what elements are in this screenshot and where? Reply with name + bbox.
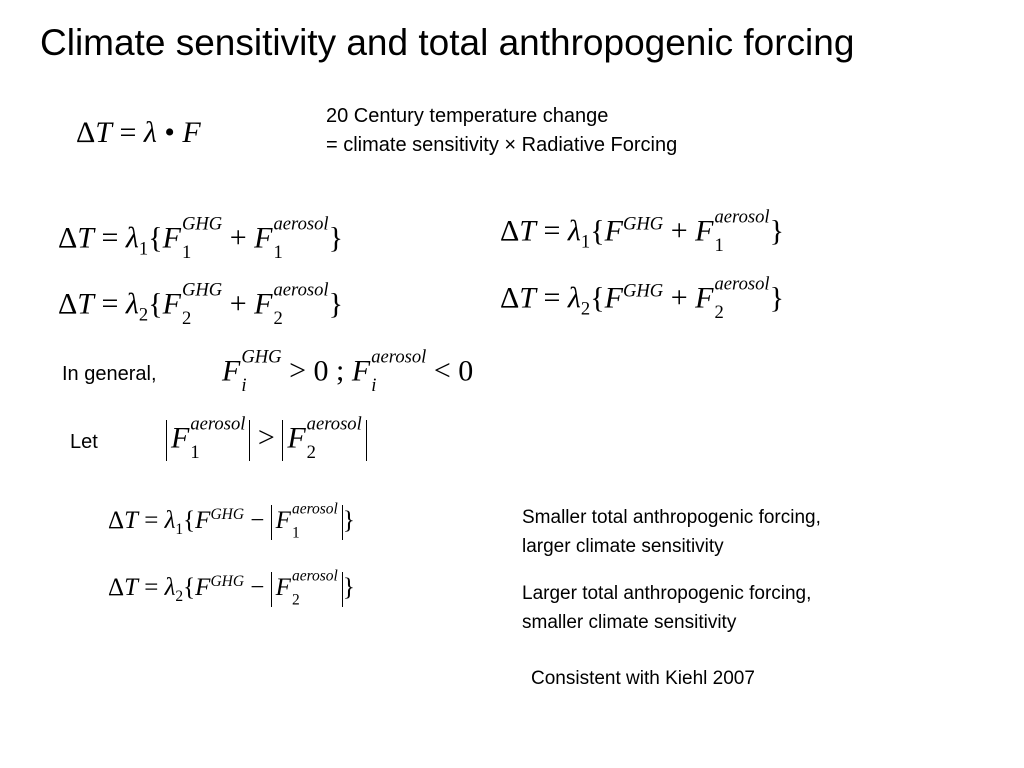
aerosol-label: aerosol — [714, 206, 770, 228]
note-smaller — [522, 503, 821, 562]
equation-right-1: $\Delta T = \lambda_1\{F^{GHG} + F$ aerosol 1 } — [500, 206, 784, 256]
aerosol-label: aerosol — [273, 213, 329, 235]
ghg-label: GHG — [181, 213, 223, 235]
note-larger-line-1: Larger total anthropogenic forcing, — [522, 583, 812, 604]
intro-line-2: = climate sensitivity × Radiative Forcing — [326, 134, 678, 156]
aerosol-label: aerosol — [291, 567, 338, 585]
aerosol-label: aerosol — [291, 500, 338, 518]
in-general-label: In general, — [62, 363, 157, 385]
intro-text — [326, 102, 677, 160]
aerosol-label: aerosol — [714, 273, 770, 295]
equation-left-1: $\Delta T = \lambda_1\{F$ GHG 1 + F aerosol 1 } — [58, 213, 343, 263]
equation-in-general: F GHG i > 0 ; F aerosol i < 0 — [222, 346, 474, 396]
equation-let: F aerosol 1 > F aerosol 2 — [166, 420, 367, 461]
aerosol-label: aerosol — [371, 346, 427, 368]
intro-line-1: 20 Century temperature change — [326, 105, 609, 127]
equation-left-2: $\Delta T = \lambda_2\{F$ GHG 2 + F aerosol 2 } — [58, 279, 343, 329]
note-consistent: Consistent with Kiehl 2007 — [531, 668, 755, 689]
ghg-label: GHG — [241, 346, 282, 368]
aerosol-label: aerosol — [190, 413, 246, 435]
ghg-label: GHG — [210, 505, 245, 523]
ghg-label: GHG — [622, 280, 664, 302]
note-smaller-line-1: Smaller total anthropogenic forcing, — [522, 507, 821, 528]
note-smaller-line-2: larger climate sensitivity — [522, 536, 724, 558]
page-title: Climate sensitivity and total anthropogenic forcing — [40, 22, 855, 63]
equation-bottom-1: $\Delta T = \lambda_1\{F^{GHG} - F$ aerosol 1 } — [108, 500, 355, 541]
equation-right-2: $\Delta T = \lambda_2\{F^{GHG} + F$ aerosol 2 } — [500, 273, 784, 323]
ghg-label: GHG — [622, 213, 664, 235]
equation-basic: ΔT = λ • F — [76, 116, 201, 149]
equation-bottom-2: $\Delta T = \lambda_2\{F^{GHG} - F$ aerosol 2 } — [108, 567, 355, 608]
note-larger-line-2: smaller climate sensitivity — [522, 612, 737, 634]
ghg-label: GHG — [181, 279, 223, 301]
ghg-label: GHG — [210, 572, 245, 590]
aerosol-label: aerosol — [306, 413, 362, 435]
aerosol-label: aerosol — [273, 279, 329, 301]
let-label: Let — [70, 431, 98, 453]
note-larger — [522, 579, 811, 638]
